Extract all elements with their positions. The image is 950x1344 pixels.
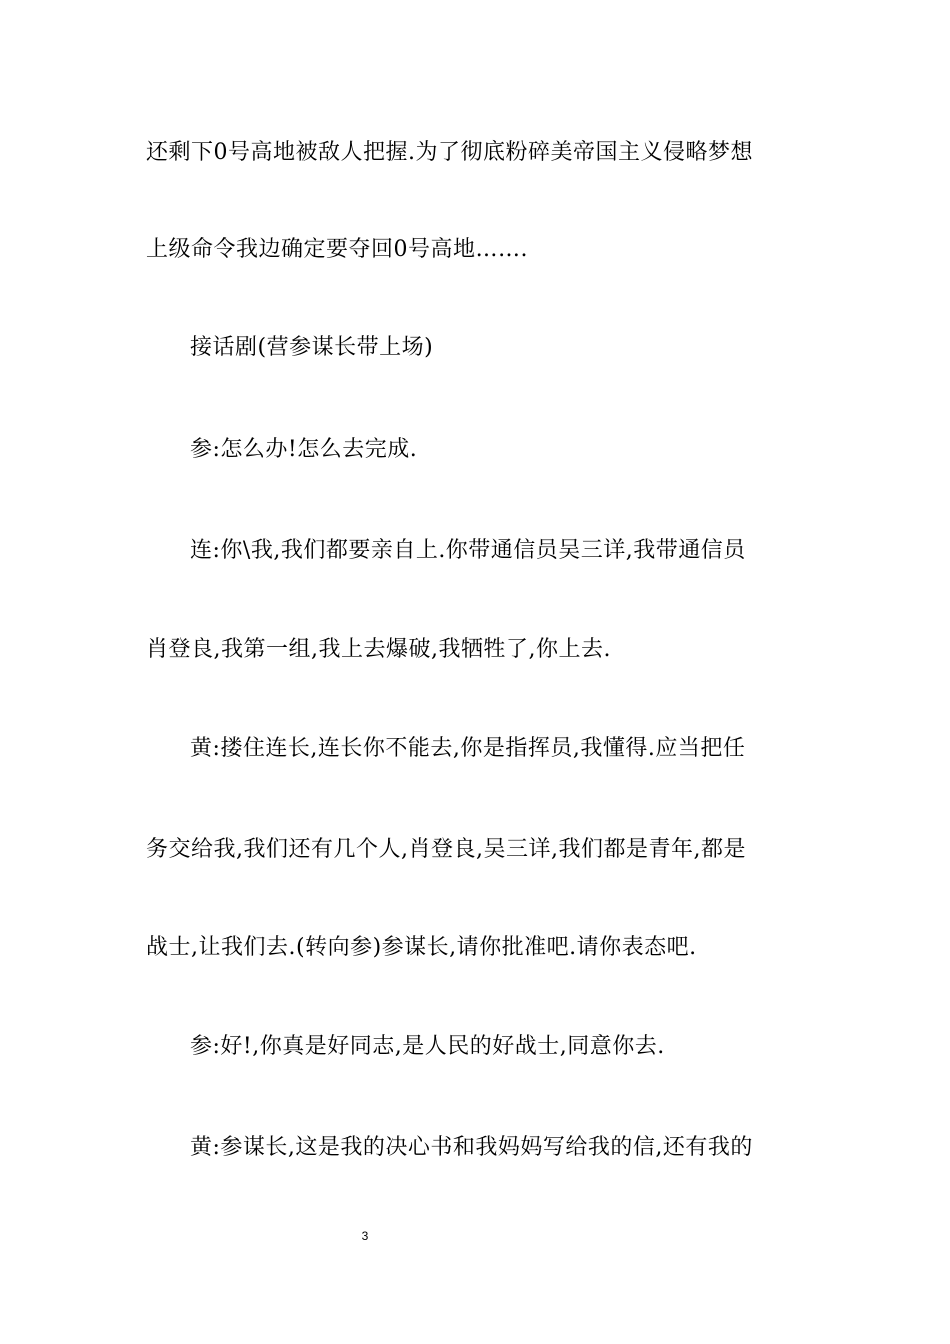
text-line-8: 务交给我,我们还有几个人,肖登良,吴三详,我们都是青年,都是 bbox=[146, 837, 746, 862]
text-line-10: 参:好!,你真是好同志,是人民的好战士,同意你去. bbox=[190, 1034, 665, 1059]
text-line-3: 接话剧(营参谋长带上场) bbox=[190, 335, 434, 360]
text-line-9: 战士,让我们去.(转向参)参谋长,请你批准吧.请你表态吧. bbox=[146, 935, 697, 960]
page-number: 3 bbox=[361, 1229, 369, 1243]
text-line-4: 参:怎么办!怎么去完成. bbox=[190, 437, 418, 462]
text-line-7: 黄:搂住连长,连长你不能去,你是指挥员,我懂得.应当把任 bbox=[190, 736, 746, 761]
text-line-11: 黄:参谋长,这是我的决心书和我妈妈写给我的信,还有我的 bbox=[190, 1135, 753, 1160]
text-line-1: 还剩下0号高地被敌人把握.为了彻底粉碎美帝国主义侵略梦想 bbox=[146, 140, 753, 165]
text-line-2: 上级命令我边确定要夺回0号高地……. bbox=[146, 237, 528, 262]
text-line-6: 肖登良,我第一组,我上去爆破,我牺牲了,你上去. bbox=[146, 637, 611, 662]
text-line-5: 连:你\我,我们都要亲自上.你带通信员吴三详,我带通信员 bbox=[190, 538, 746, 563]
